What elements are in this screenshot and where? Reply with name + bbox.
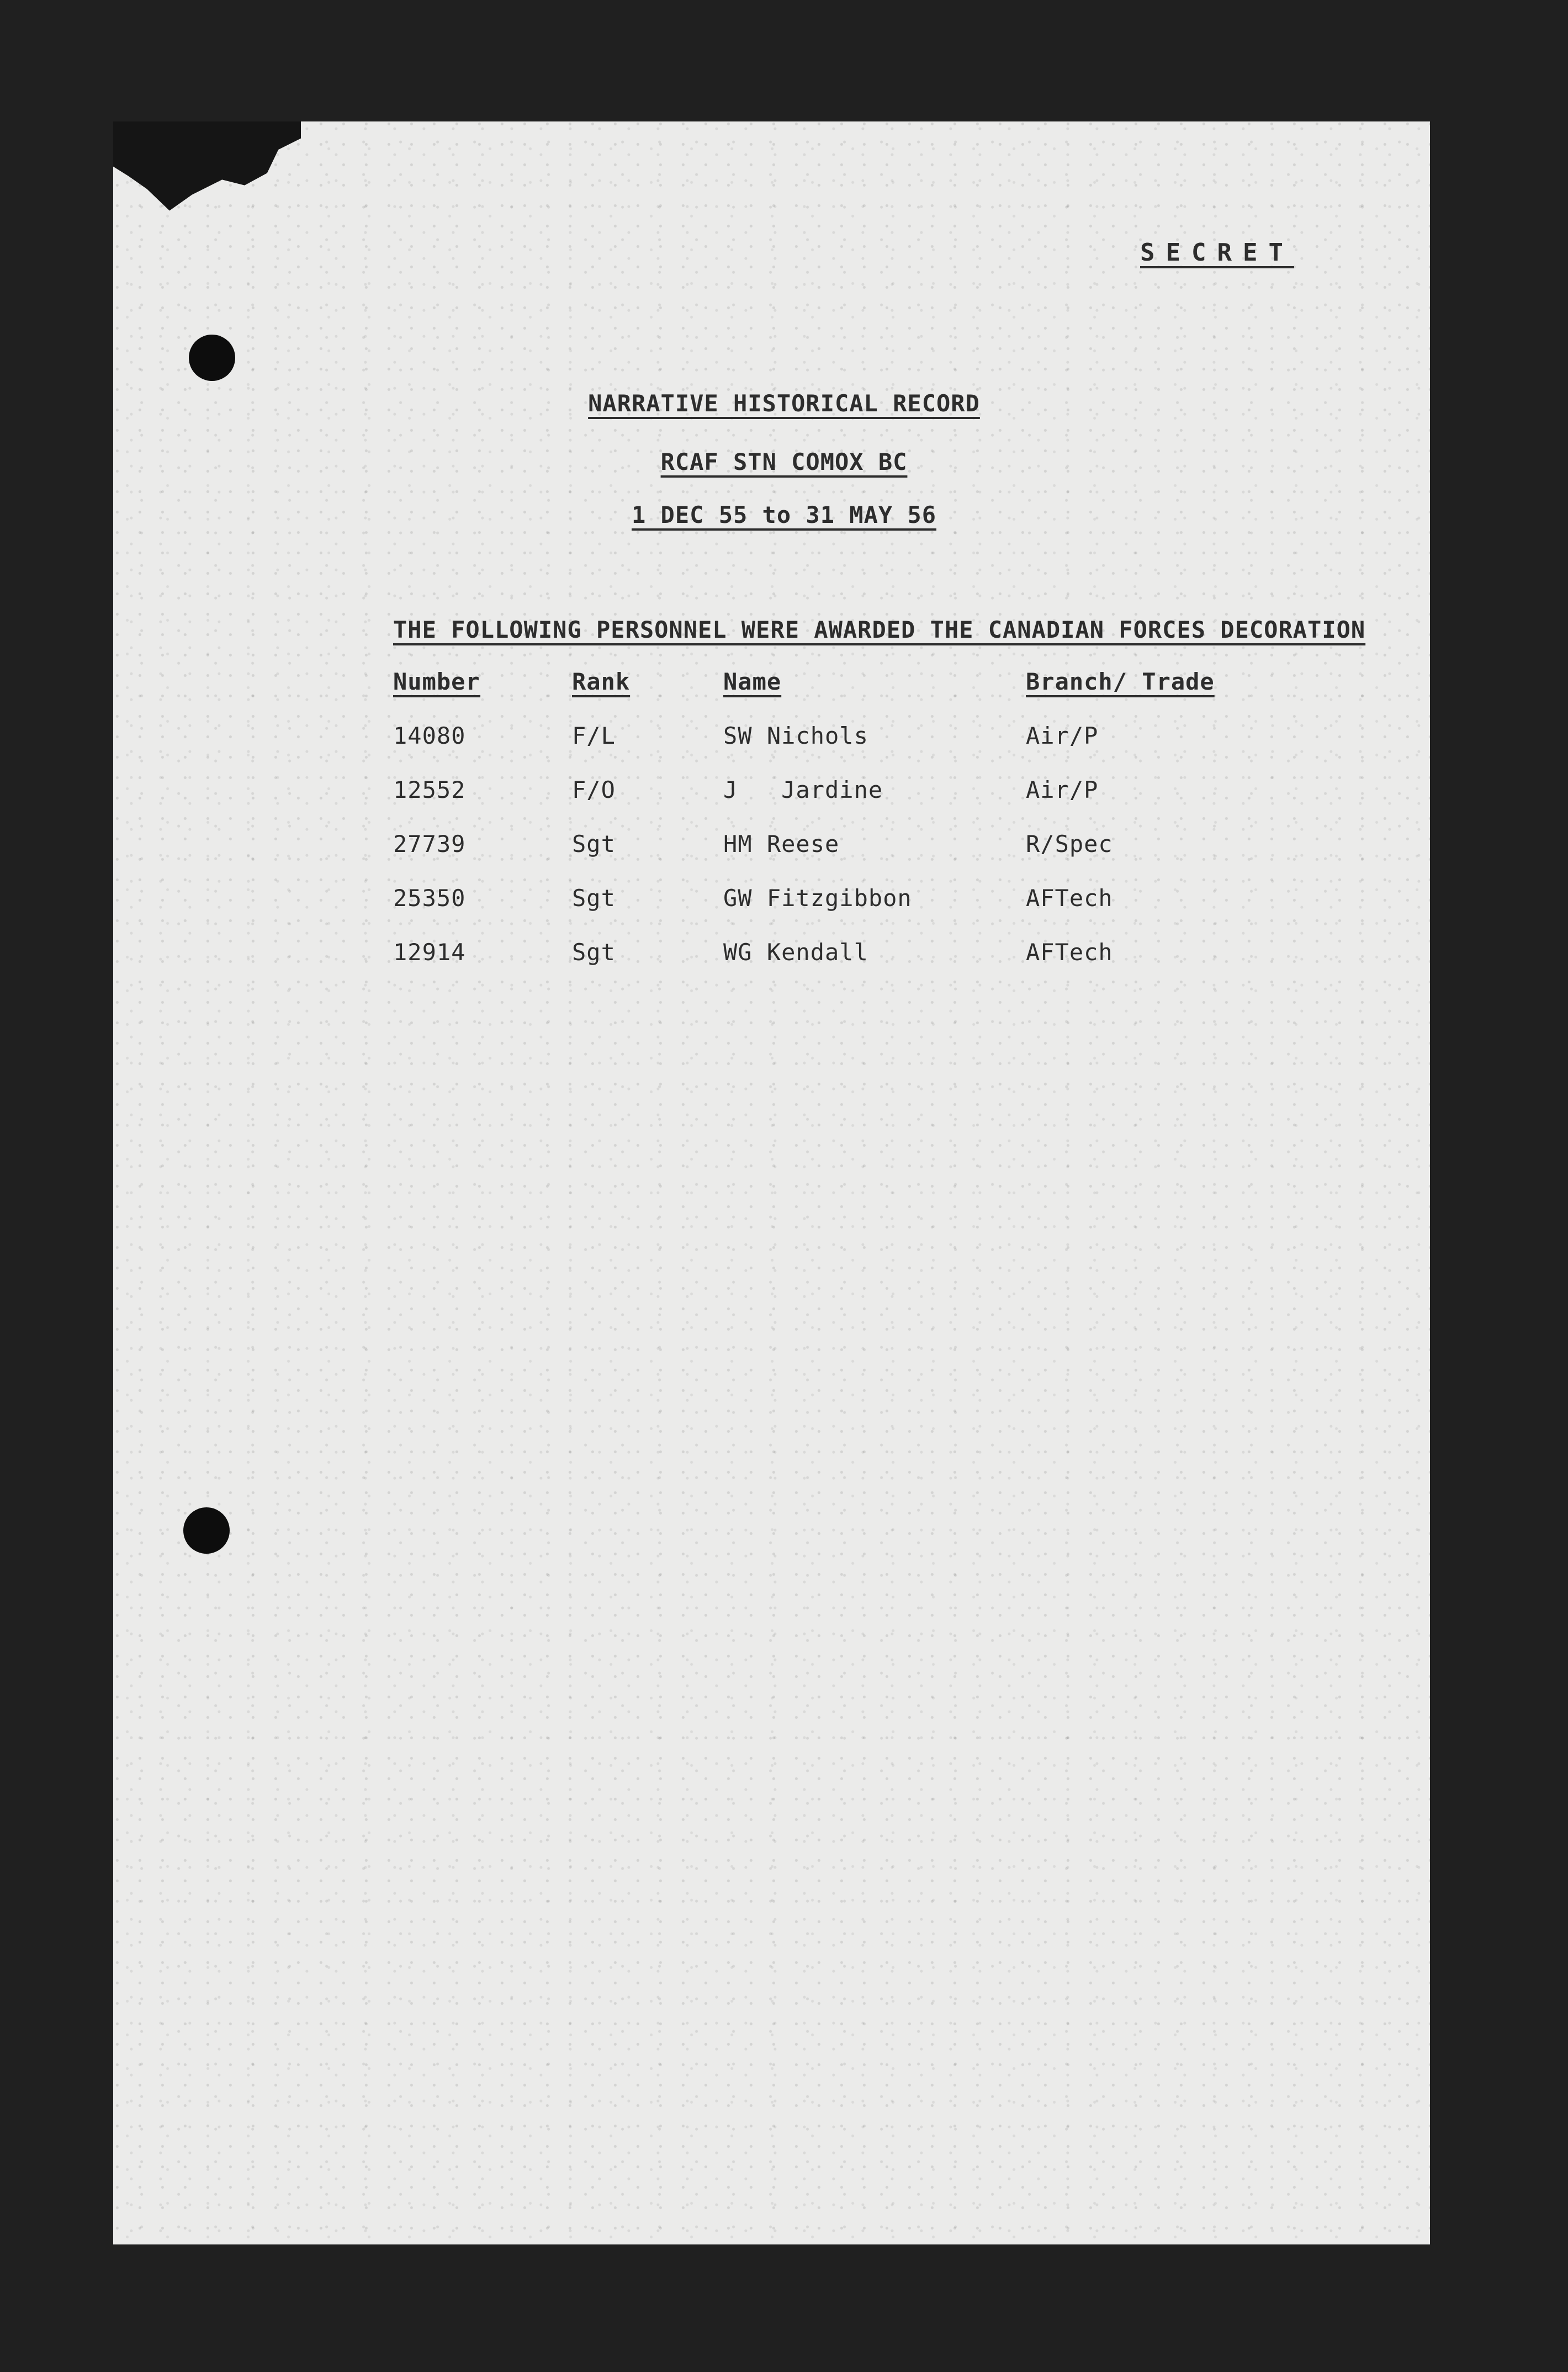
person-name: HM Reese <box>723 830 840 857</box>
rank: Sgt <box>572 830 616 857</box>
column-header-name: Name <box>723 668 782 695</box>
date-range: 1 DEC 55 to 31 MAY 56 <box>631 501 936 528</box>
station-name: RCAF STN COMOX BC <box>660 448 908 475</box>
branch-trade: AFTech <box>1026 885 1113 912</box>
service-number: 14080 <box>393 722 466 749</box>
person-name: SW Nichols <box>723 722 868 749</box>
rank: F/O <box>572 776 616 803</box>
service-number: 12552 <box>393 776 466 803</box>
classification-marking: SECRET <box>1140 239 1294 267</box>
rank: F/L <box>572 722 616 749</box>
service-number: 25350 <box>393 885 466 912</box>
column-header-number: Number <box>393 668 480 695</box>
document-title: NARRATIVE HISTORICAL RECORD <box>588 390 980 417</box>
branch-trade: Air/P <box>1026 776 1099 803</box>
rank: Sgt <box>572 885 616 912</box>
punch-hole <box>189 335 235 381</box>
column-header-branch-trade: Branch/ Trade <box>1026 668 1215 695</box>
branch-trade: AFTech <box>1026 939 1113 966</box>
punch-hole <box>183 1507 230 1554</box>
section-heading: THE FOLLOWING PERSONNEL WERE AWARDED THE CANADIAN FORCES DECORATION <box>393 616 1366 643</box>
branch-trade: Air/P <box>1026 722 1099 749</box>
person-name: J Jardine <box>723 776 883 803</box>
person-name: GW Fitzgibbon <box>723 885 912 912</box>
person-name: WG Kendall <box>723 939 868 966</box>
rank: Sgt <box>572 939 616 966</box>
branch-trade: R/Spec <box>1026 830 1113 857</box>
column-header-rank: Rank <box>572 668 631 695</box>
service-number: 12914 <box>393 939 466 966</box>
document-page <box>113 121 1430 2244</box>
service-number: 27739 <box>393 830 466 857</box>
